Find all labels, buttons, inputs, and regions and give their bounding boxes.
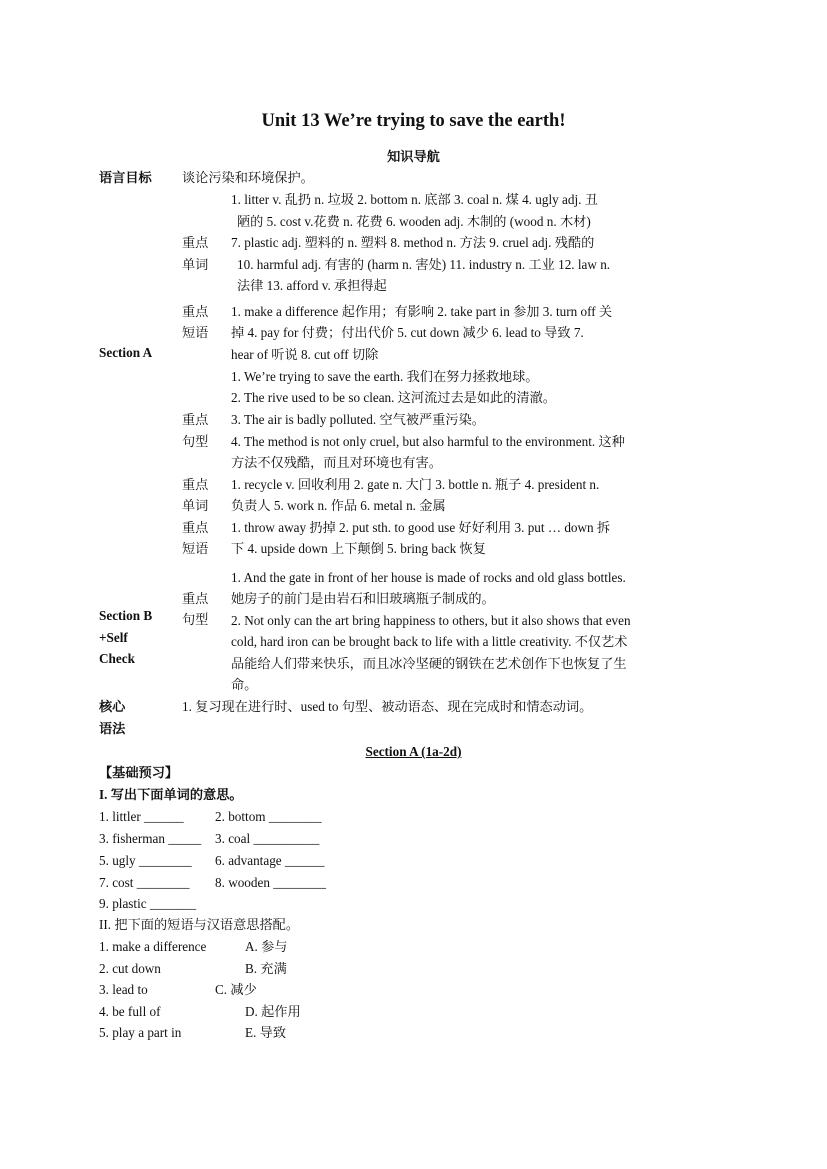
sb-sentences-label-1: 重点 <box>182 591 209 606</box>
goal-text: 谈论污染和环境保护。 <box>182 170 314 185</box>
sa-phrases-label-2: 短语 <box>182 325 209 340</box>
sa-sentences-label-1: 重点 <box>182 412 209 427</box>
sb-phrases-line: 下 4. upside down 上下颠倒 5. bring back 恢复 <box>231 541 486 556</box>
match-phrase: 3. lead to <box>99 982 148 997</box>
sb-words-label-2: 单词 <box>182 498 209 513</box>
sa-phrases-line: hear of 听说 8. cut off 切除 <box>231 347 379 362</box>
page-title: Unit 13 We’re trying to save the earth! <box>261 111 566 131</box>
sa-sentence-line: 3. The air is badly polluted. 空气被严重污染。 <box>231 412 485 427</box>
sb-sentence-line: 她房子的前门是由岩石和旧玻璃瓶子制成的。 <box>231 591 495 606</box>
part1-heading: I. 写出下面单词的意思。 <box>99 787 243 802</box>
sb-sentence-line: 品能给人们带来快乐，而且冰冷坚硬的钢铁在艺术创作下也恢复了生 <box>231 656 627 671</box>
core-label-1: 核心 <box>99 699 126 714</box>
sa-words-line: 陋的 5. cost v.花费 n. 花费 6. wooden adj. 木制的 (wood n. 木材) <box>237 214 591 229</box>
section-b-label-1: Section B <box>99 608 153 623</box>
sb-phrases-line: 1. throw away 扔掉 2. put sth. to good use 好好利用 3. put … down 拆 <box>231 520 611 535</box>
section-b-label-3: Check <box>99 651 135 666</box>
match-meaning: D. 起作用 <box>245 1004 301 1019</box>
word-blank: 3. fisherman _____ <box>99 831 202 846</box>
sb-phrases-label-1: 重点 <box>182 520 209 535</box>
sa-words-line: 1. litter v. 乱扔 n. 垃圾 2. bottom n. 底部 3. coal n. 煤 4. ugly adj. 丑 <box>231 192 598 207</box>
section-a-label: Section A <box>99 345 153 360</box>
sa-words-line: 法律 13. afford v. 承担得起 <box>237 278 387 293</box>
section-heading: Section A (1a-2d) <box>365 744 462 759</box>
sa-sentence-line: 方法不仅残酷，而且对环境也有害。 <box>231 455 442 470</box>
sb-sentence-line: 命。 <box>231 677 258 692</box>
word-blank: 3. coal __________ <box>215 831 320 846</box>
sa-sentence-line: 4. The method is not only cruel, but also harmful to the environment. 这种 <box>231 434 625 449</box>
word-blank: 9. plastic _______ <box>99 896 197 911</box>
match-meaning: A. 参与 <box>245 939 288 954</box>
sb-sentence-line: 2. Not only can the art bring happiness to others, but it also shows that even <box>231 613 631 628</box>
core-text: 1. 复习现在进行时、used to 句型、被动语态、现在完成时和情态动词。 <box>182 699 593 714</box>
sb-phrases-label-2: 短语 <box>182 541 209 556</box>
sb-words-label-1: 重点 <box>182 477 209 492</box>
sa-sentence-line: 1. We’re trying to save the earth. 我们在努力拯救地球。 <box>231 369 539 384</box>
match-meaning: E. 导致 <box>245 1025 287 1040</box>
sb-words-line: 1. recycle v. 回收利用 2. gate n. 大门 3. bottle n. 瓶子 4. president n. <box>231 477 600 492</box>
sb-sentences-label-2: 句型 <box>182 612 209 627</box>
word-blank: 8. wooden ________ <box>215 875 326 890</box>
sa-sentence-line: 2. The rive used to be so clean. 这河流过去是如此的清澈。 <box>231 390 556 405</box>
sa-words-label-1: 重点 <box>182 235 209 250</box>
sb-words-line: 负责人 5. work n. 作品 6. metal n. 金属 <box>231 498 446 513</box>
word-blank: 5. ugly ________ <box>99 853 192 868</box>
match-phrase: 4. be full of <box>99 1004 161 1019</box>
word-blank: 6. advantage ______ <box>215 853 325 868</box>
sa-words-label-2: 单词 <box>182 257 209 272</box>
match-phrase: 2. cut down <box>99 961 161 976</box>
section-b-label-2: +Self <box>99 630 128 645</box>
sa-phrases-line: 1. make a difference 起作用；有影响 2. take part in 参加 3. turn off 关 <box>231 304 613 319</box>
match-meaning: C. 减少 <box>215 982 257 997</box>
sa-words-line: 10. harmful adj. 有害的 (harm n. 害处) 11. industry n. 工业 12. law n. <box>237 257 611 272</box>
match-phrase: 5. play a part in <box>99 1025 182 1040</box>
sb-sentence-line: cold, hard iron can be brought back to life with a little creativity. 不仅艺术 <box>231 634 628 649</box>
sa-words-line: 7. plastic adj. 塑料的 n. 塑料 8. method n. 方法 9. cruel adj. 残酷的 <box>231 235 595 250</box>
sa-phrases-line: 掉 4. pay for 付费；付出代价 5. cut down 减少 6. lead to 导致 7. <box>231 325 584 340</box>
word-blank: 7. cost ________ <box>99 875 190 890</box>
match-phrase: 1. make a difference <box>99 939 207 954</box>
match-meaning: B. 充满 <box>245 961 287 976</box>
word-blank: 2. bottom ________ <box>215 809 322 824</box>
sa-phrases-label-1: 重点 <box>182 304 209 319</box>
part2-heading: II. 把下面的短语与汉语意思搭配。 <box>99 917 300 932</box>
nav-heading: 知识导航 <box>387 149 440 164</box>
sa-sentences-label-2: 句型 <box>182 434 209 449</box>
goal-label: 语言目标 <box>99 170 152 185</box>
word-blank: 1. littler ______ <box>99 809 184 824</box>
core-label-2: 语法 <box>99 721 126 736</box>
sb-sentence-line: 1. And the gate in front of her house is made of rocks and old glass bottles. <box>231 570 626 585</box>
preview-heading: 【基础预习】 <box>99 765 179 780</box>
